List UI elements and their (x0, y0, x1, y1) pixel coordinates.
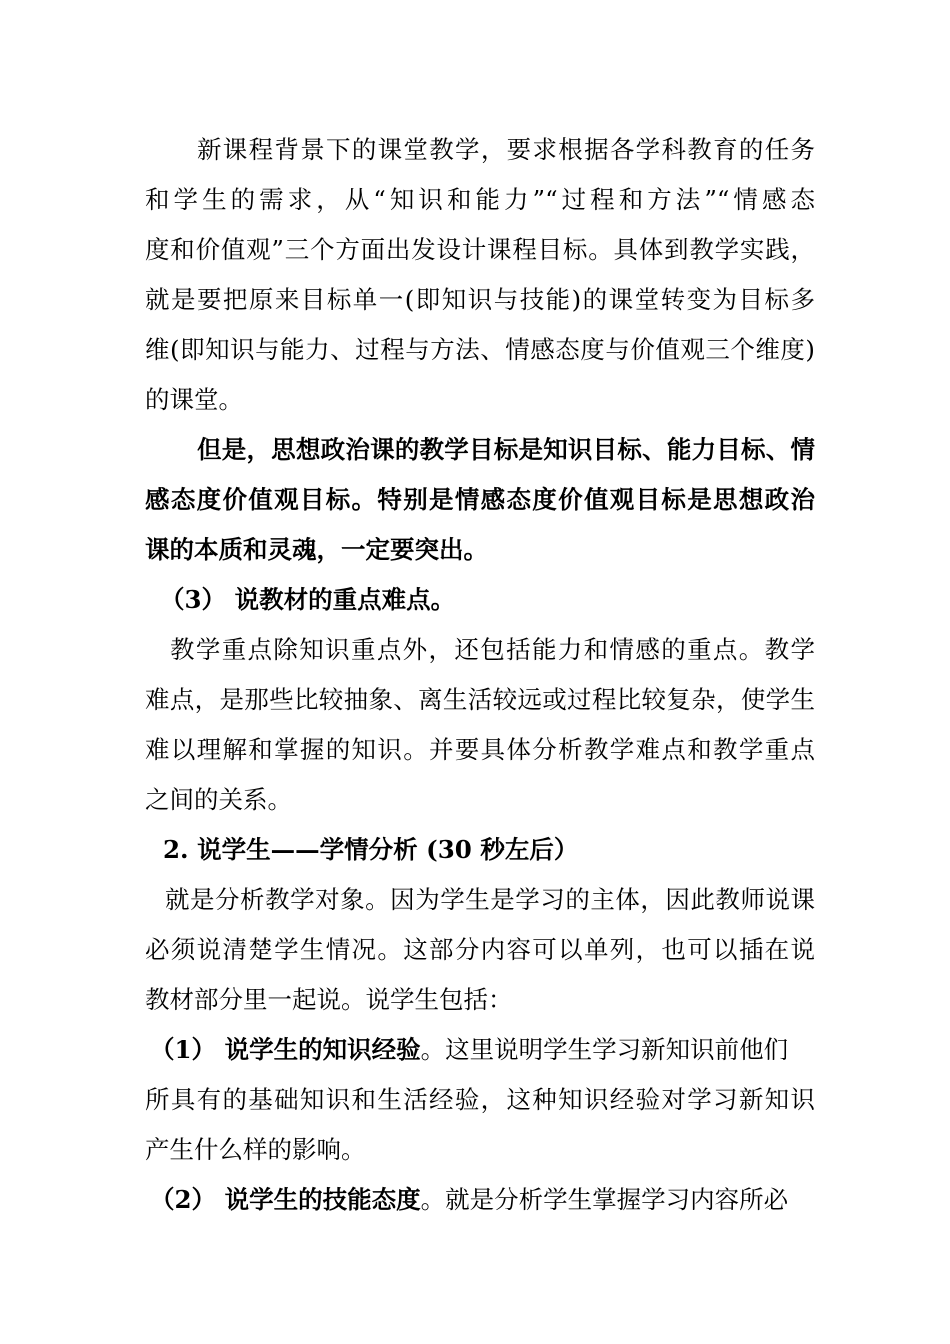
paragraph-3-line-1: 教学重点除知识重点外，还包括能力和情感的重点。教学 (170, 635, 815, 664)
paragraph-4-line-1: 就是分析教学对象。因为学生是学习的主体，因此教师说课 (165, 885, 815, 914)
paragraph-5-line-1 (150, 1033, 815, 1067)
paragraph-2-line-1: 但是，思想政治课的教学目标是知识目标、能力目标、情 (197, 435, 815, 464)
paragraph-6-rest: 。就是分析学生掌握学习内容所必 (420, 1185, 789, 1214)
paragraph-5-lead: （1） 说学生的知识经验 (150, 1035, 421, 1064)
paragraph-1-line-3: 度和价值观”三个方面出发设计课程目标。具体到教学实践， (145, 235, 815, 264)
paragraph-6-line-1 (150, 1183, 815, 1217)
paragraph-1-line-1: 新课程背景下的课堂教学，要求根据各学科教育的任务 (197, 135, 815, 164)
paragraph-1-line-4: 就是要把原来目标单一(即知识与技能)的课堂转变为目标多 (145, 285, 815, 314)
paragraph-5-line-3: 产生什么样的影响。 (145, 1135, 366, 1164)
section-heading-3: （3） 说教材的重点难点。 (160, 585, 456, 614)
paragraph-6-lead: （2） 说学生的技能态度 (150, 1185, 421, 1214)
paragraph-1-line-2: 和学生的需求，从“知识和能力”“过程和方法”“情感态 (145, 185, 815, 214)
paragraph-4-line-2: 必须说清楚学生情况。这部分内容可以单列，也可以插在说 (145, 935, 815, 964)
paragraph-2-line-3: 课的本质和灵魂，一定要突出。 (145, 535, 488, 564)
paragraph-3-line-3: 难以理解和掌握的知识。并要具体分析教学难点和教学重点 (145, 735, 815, 764)
paragraph-5-rest: 。这里说明学生学习新知识前他们 (420, 1035, 789, 1064)
section-heading-2: 2. 说学生——学情分析 (30 秒左后） (163, 835, 579, 864)
paragraph-2-line-2: 感态度价值观目标。特别是情感态度价值观目标是思想政治 (145, 485, 815, 514)
paragraph-1-line-5: 维(即知识与能力、过程与方法、情感态度与价值观三个维度) (145, 335, 815, 364)
paragraph-4-line-3: 教材部分里一起说。说学生包括： (145, 985, 513, 1014)
paragraph-1-line-6: 的课堂。 (145, 385, 243, 414)
paragraph-3-line-2: 难点，是那些比较抽象、离生活较远或过程比较复杂，使学生 (145, 685, 815, 714)
paragraph-5-line-2: 所具有的基础知识和生活经验，这种知识经验对学习新知识 (145, 1085, 815, 1114)
paragraph-3-line-4: 之间的关系。 (145, 785, 292, 814)
